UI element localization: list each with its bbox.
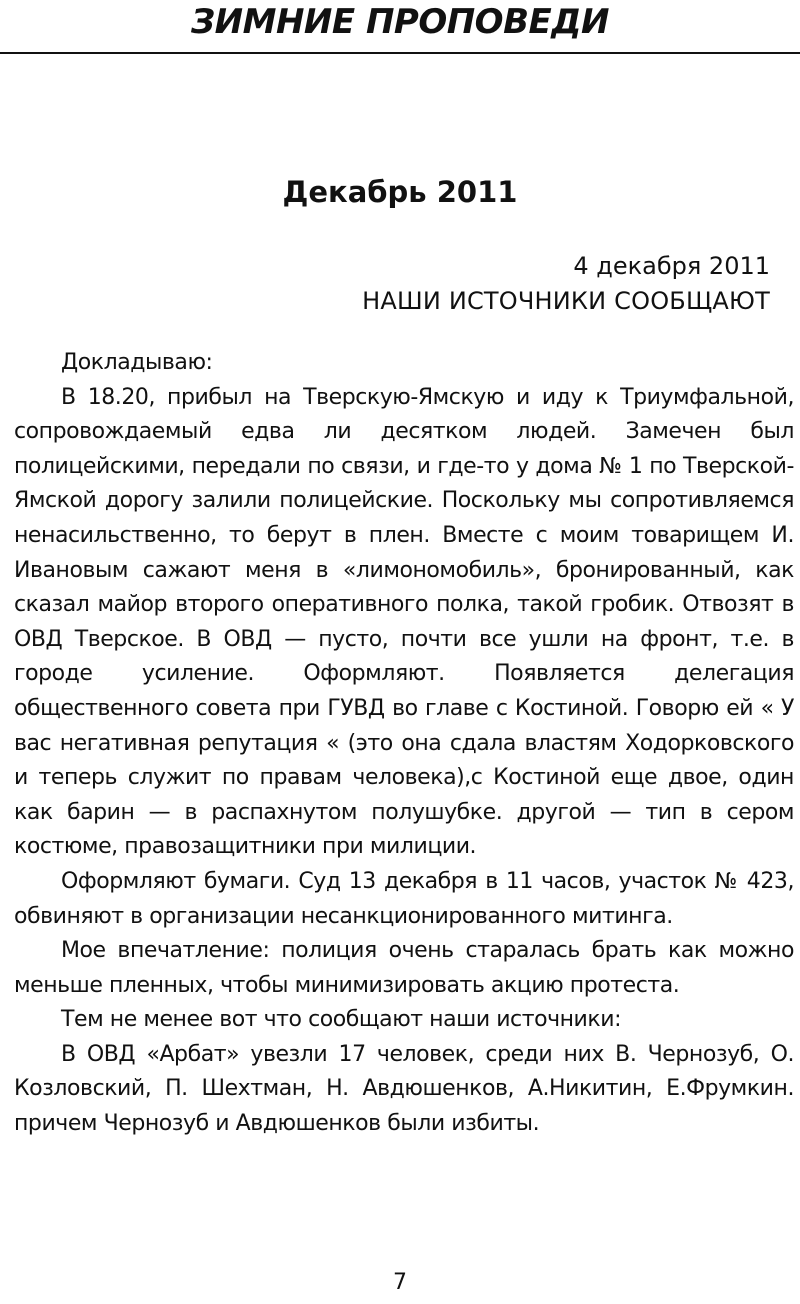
running-header-title: ЗИМНИЕ ПРОПОВЕДИ (191, 2, 609, 42)
paragraph: Тем не менее вот что сообщают наши источники: (61, 1007, 622, 1033)
entry-date: 4 декабря 2011 (573, 252, 770, 280)
chapter-title: Декабрь 2011 (282, 175, 518, 209)
paragraph: В ОВД «Арбат» увезли 17 человек, среди них В. Чернозуб, О. Козловский, П. Шехтман, Н. Авдюшенков, А.Никитин, Е.Фрумкин. причем Чернозуб и Авдюшенков были избиты. (14, 1041, 794, 1137)
paragraph: Докладываю: (61, 350, 213, 375)
paragraph: Оформляют бумаги. Суд 13 декабря в 11 часов, участок № 423, обвиняют в организации несанкционированного митинга. (14, 868, 794, 929)
header-rule (0, 52, 800, 54)
body-text (14, 346, 794, 1142)
paragraph: В 18.20, прибыл на Тверскую-Ямскую и иду к Триумфальной, сопровождаемый едва ли десятком людей. Замечен был полицейскими, передали по связи, и где-то у дома № 1 по Тверской-Ямской дорогу залили полицейские. Поскольку мы сопротивляемся ненасильственно, то берут в плен. Вместе с моим товарищем И. Ивановым сажают меня в «лимономобиль», бронированный, как сказал майор второго оперативного полка, такой гробик. Отвозят в ОВД Тверское. В ОВД — пусто, почти все ушли на фронт, т.е. в городе усиление. Оформляют. Появляется делегация общественного совета при ГУВД во главе с Костиной. Говорю ей « У вас негативная репутация « (это она сдала властям Ходорковского и теперь служит по правам человека),с Костиной еще двое, один как барин — в распахнутом полушубке. другой — тип в сером костюме, правозащитники при милиции. (14, 384, 794, 860)
paragraph: Мое впечатление: полиция очень старалась брать как можно меньше пленных, чтобы минимизировать акцию протеста. (14, 938, 794, 998)
page-number: 7 (393, 1270, 407, 1295)
entry-title: НАШИ ИСТОЧНИКИ СООБЩАЮТ (362, 287, 770, 315)
